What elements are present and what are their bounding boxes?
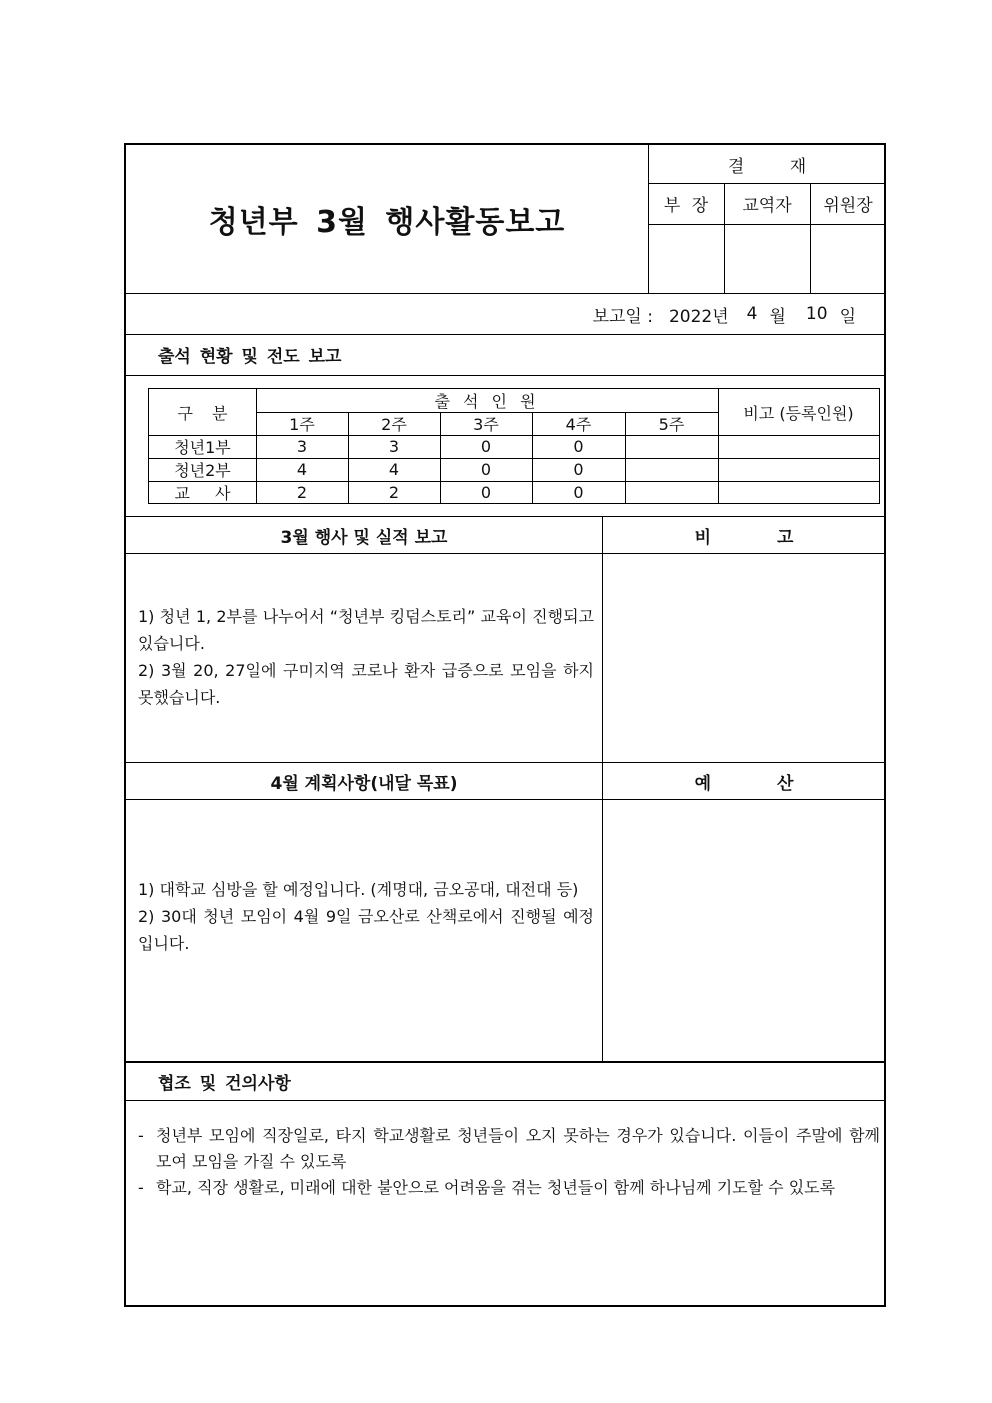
category-header: 구 분 bbox=[177, 403, 228, 423]
april-plan-header: 4월 계획사항(내달 목표) bbox=[270, 773, 458, 794]
week-header: 3주 bbox=[473, 415, 499, 434]
april-budget-cell bbox=[603, 800, 886, 1061]
table-cell-remarks bbox=[718, 481, 879, 504]
row-divider bbox=[126, 375, 886, 376]
table-cell: 0 bbox=[480, 460, 492, 479]
table-cell bbox=[625, 435, 718, 458]
week-header: 1주 bbox=[289, 415, 315, 434]
remarks-header: 비고 (등록인원) bbox=[743, 403, 854, 423]
week-header: 2주 bbox=[381, 415, 407, 434]
table-cell-remarks bbox=[718, 458, 879, 481]
list-item: 2) 3월 20, 27일에 구미지역 코로나 환자 급증으로 모임을 하지 못했습니다. bbox=[138, 661, 594, 707]
table-row-label: 교 사 bbox=[174, 484, 231, 503]
attendance-section-title: 출석 현황 및 전도 보고 bbox=[158, 347, 342, 367]
march-report-header: 3월 행사 및 실적 보고 bbox=[280, 527, 448, 548]
table-cell: 3 bbox=[388, 437, 400, 456]
row-divider bbox=[126, 1061, 886, 1063]
list-item: - 학교, 직장 생활로, 미래에 대한 불안으로 어려움을 겪는 청년들이 함께 하나님께 기도할 수 있도록 bbox=[138, 1175, 880, 1201]
table-cell: 2 bbox=[296, 483, 308, 502]
april-budget-header: 예 산 bbox=[694, 773, 794, 794]
report-date-year: 2022년 bbox=[668, 306, 729, 327]
list-item-text: 학교, 직장 생활로, 미래에 대한 불안으로 어려움을 겪는 청년들이 함께 하나님께 기도할 수 있도록 bbox=[156, 1178, 836, 1197]
attendance-count-header: 출 석 인 원 bbox=[434, 392, 540, 411]
table-cell: 4 bbox=[296, 460, 308, 479]
table-cell-remarks bbox=[718, 435, 879, 458]
table-row-label: 청년2부 bbox=[174, 461, 231, 480]
cooperation-section-title: 협조 및 건의사항 bbox=[158, 1074, 291, 1094]
week-header: 4주 bbox=[565, 415, 592, 434]
march-remarks-header: 비 고 bbox=[694, 527, 794, 548]
table-cell: 0 bbox=[480, 483, 492, 502]
list-item: 2) 30대 청년 모임이 4월 9일 금오산로 산책로에서 진행될 예정입니다. bbox=[138, 907, 594, 953]
table-cell bbox=[625, 481, 718, 504]
list-item: 1) 대학교 심방을 할 예정입니다. (계명대, 금오공대, 대전대 등) bbox=[138, 880, 579, 899]
march-report-content bbox=[138, 603, 594, 711]
report-date-month-unit: 월 bbox=[769, 306, 786, 327]
week-header: 5주 bbox=[658, 415, 685, 434]
table-cell bbox=[625, 458, 718, 481]
page-title: 청년부 3월 행사활동보고 bbox=[208, 205, 566, 240]
table-cell: 0 bbox=[573, 437, 584, 456]
list-item-text: 청년부 모임에 직장일로, 타지 학교생활로 청년들이 오지 못하는 경우가 있습니다. 이들이 주말에 함께 모여 모임을 가질 수 있도록 bbox=[156, 1126, 880, 1171]
report-date-month: 4 bbox=[746, 304, 758, 324]
table-cell: 0 bbox=[480, 437, 492, 456]
report-date-label: 보고일 : bbox=[592, 306, 653, 327]
report-date-day-unit: 일 bbox=[839, 306, 856, 327]
table-row-label: 청년1부 bbox=[174, 438, 231, 457]
april-plan-content bbox=[138, 876, 594, 957]
approval-role-chairman: 위원장 bbox=[823, 196, 873, 216]
signature-box[interactable] bbox=[724, 224, 810, 293]
approval-header: 결 재 bbox=[727, 156, 807, 177]
approval-role-department-head: 부 장 bbox=[663, 196, 709, 216]
row-divider bbox=[126, 334, 886, 335]
table-cell: 4 bbox=[388, 460, 400, 479]
list-item: - 청년부 모임에 직장일로, 타지 학교생활로 청년들이 오지 못하는 경우가 있습니다. 이들이 주말에 함께 모여 모임을 가질 수 있도록 bbox=[138, 1123, 880, 1175]
signature-box[interactable] bbox=[810, 224, 886, 293]
approval-role-pastor: 교역자 bbox=[742, 196, 792, 216]
table-cell: 2 bbox=[388, 483, 400, 502]
cooperation-list bbox=[138, 1123, 880, 1201]
table-cell: 0 bbox=[573, 483, 584, 502]
report-date-day: 10 bbox=[805, 304, 828, 324]
attendance-table bbox=[148, 388, 880, 504]
table-cell: 0 bbox=[573, 460, 584, 479]
row-divider bbox=[126, 1100, 886, 1101]
signature-box[interactable] bbox=[648, 224, 724, 293]
table-cell: 3 bbox=[296, 437, 308, 456]
list-item: 1) 청년 1, 2부를 나누어서 “청년부 킹덤스토리” 교육이 진행되고 있습니다. bbox=[138, 607, 594, 653]
report-form bbox=[124, 143, 886, 1307]
march-remarks-cell bbox=[603, 554, 886, 762]
report-date-row bbox=[126, 294, 856, 334]
